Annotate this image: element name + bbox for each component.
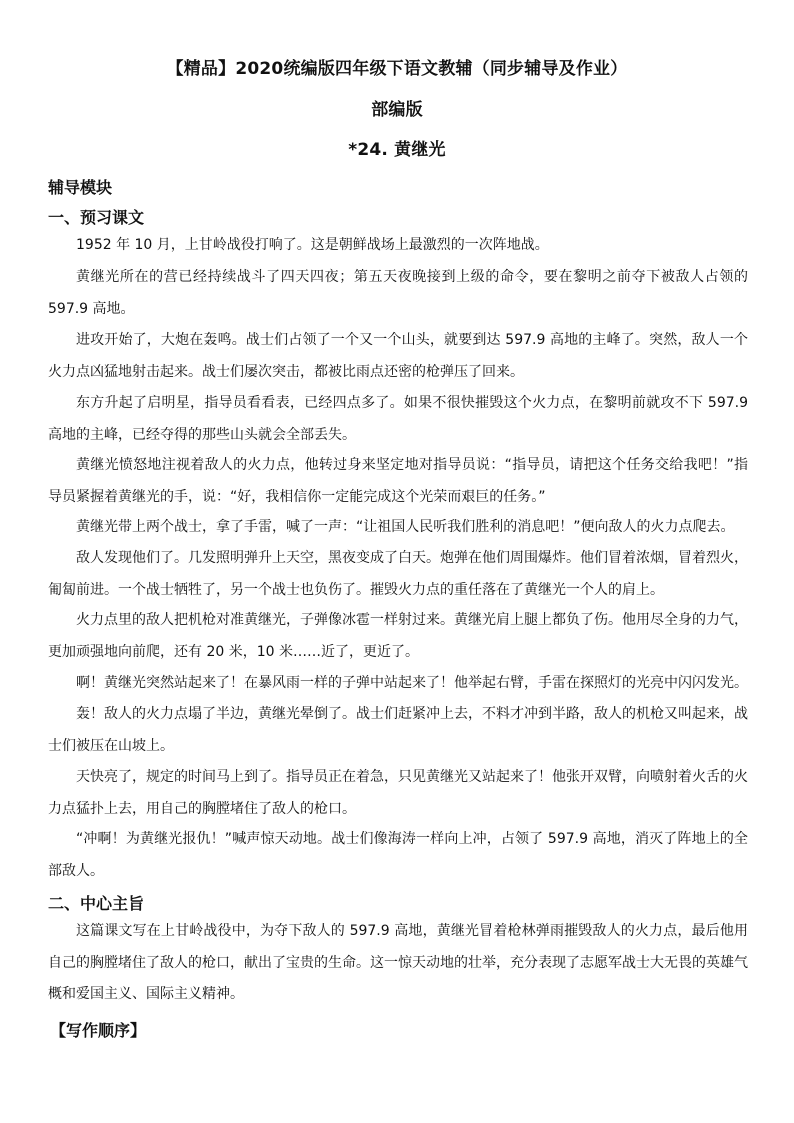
- text-paragraph: “冲啊！为黄继光报仇！”喊声惊天动地。战士们像海涛一样向上冲，占领了 597.9 高地，消灭了阵地上的全部敌人。: [48, 831, 748, 879]
- document-title: 【精品】2020统编版四年级下语文教辅（同步辅导及作业）: [166, 59, 628, 79]
- text-paragraph: 啊！黄继光突然站起来了！在暴风雨一样的子弹中站起来了！他举起右臂，手雷在探照灯的光亮中闪闪发光。: [76, 675, 748, 691]
- main-idea-paragraph: 这篇课文写在上甘岭战役中，为夺下敌人的 597.9 高地，黄继光冒着枪林弹雨摧毁敌人的火力点，最后他用自己的胸膛堵住了敌人的枪口，献出了宝贵的生命。这一惊天动地的壮举，充分表现了志愿军战士大无畏的英雄气概和爱国主义、国际主义精神。: [48, 923, 748, 1002]
- text-paragraph: 1952 年 10 月，上甘岭战役打响了。这是朝鲜战场上最激烈的一次阵地战。: [76, 237, 549, 253]
- main-idea-heading: 二、中心主旨: [48, 894, 145, 913]
- module-heading: 辅导模块: [48, 178, 113, 197]
- text-paragraph: 轰！敌人的火力点塌了半边，黄继光晕倒了。战士们赶紧冲上去，不料才冲到半路，敌人的机枪又叫起来，战士们被压在山坡上。: [48, 706, 748, 754]
- preview-heading: 一、预习课文: [48, 208, 145, 227]
- writing-order-heading: 【写作顺序】: [50, 1021, 147, 1040]
- text-paragraph: 黄继光所在的营已经持续战斗了四天四夜；第五天夜晚接到上级的命令，要在黎明之前夺下被敌人占领的 597.9 高地。: [48, 269, 748, 317]
- text-paragraph: 天快亮了，规定的时间马上到了。指导员正在着急，只见黄继光又站起来了！他张开双臂，向喷射着火舌的火力点猛扑上去，用自己的胸膛堵住了敌人的枪口。: [48, 769, 748, 817]
- text-paragraph: 东方升起了启明星，指导员看看表，已经四点多了。如果不很快摧毁这个火力点，在黎明前就攻不下 597.9 高地的主峰，已经夺得的那些山头就会全部丢失。: [48, 395, 748, 443]
- text-paragraph: 火力点里的敌人把机枪对准黄继光，子弹像冰雹一样射过来。黄继光肩上腿上都负了伤。他用尽全身的力气，更加顽强地向前爬，还有 20 米，10 米……近了，更近了。: [48, 612, 748, 660]
- text-paragraph: 黄继光愤怒地注视着敌人的火力点，他转过身来坚定地对指导员说：“指导员，请把这个任务交给我吧！”指导员紧握着黄继光的手，说：“好，我相信你一定能完成这个光荣而艰巨的任务。”: [48, 457, 748, 505]
- text-paragraph: 黄继光带上两个战士，拿了手雷，喊了一声：“让祖国人民听我们胜利的消息吧！”便向敌人的火力点爬去。: [76, 519, 735, 535]
- text-paragraph: 敌人发现他们了。几发照明弹升上天空，黑夜变成了白天。炮弹在他们周围爆炸。他们冒着浓烟，冒着烈火，匍匐前进。一个战士牺牲了，另一个战士也负伤了。摧毁火力点的重任落在了黄继光一个人的肩上。: [48, 550, 748, 598]
- edition-label: 部编版: [371, 100, 423, 120]
- text-paragraph: 进攻开始了，大炮在轰鸣。战士们占领了一个又一个山头，就要到达 597.9 高地的主峰了。突然，敌人一个火力点凶猛地射击起来。战士们屡次突击，都被比雨点还密的枪弹压了回来。: [48, 332, 748, 380]
- lesson-title: *24. 黄继光: [348, 140, 446, 160]
